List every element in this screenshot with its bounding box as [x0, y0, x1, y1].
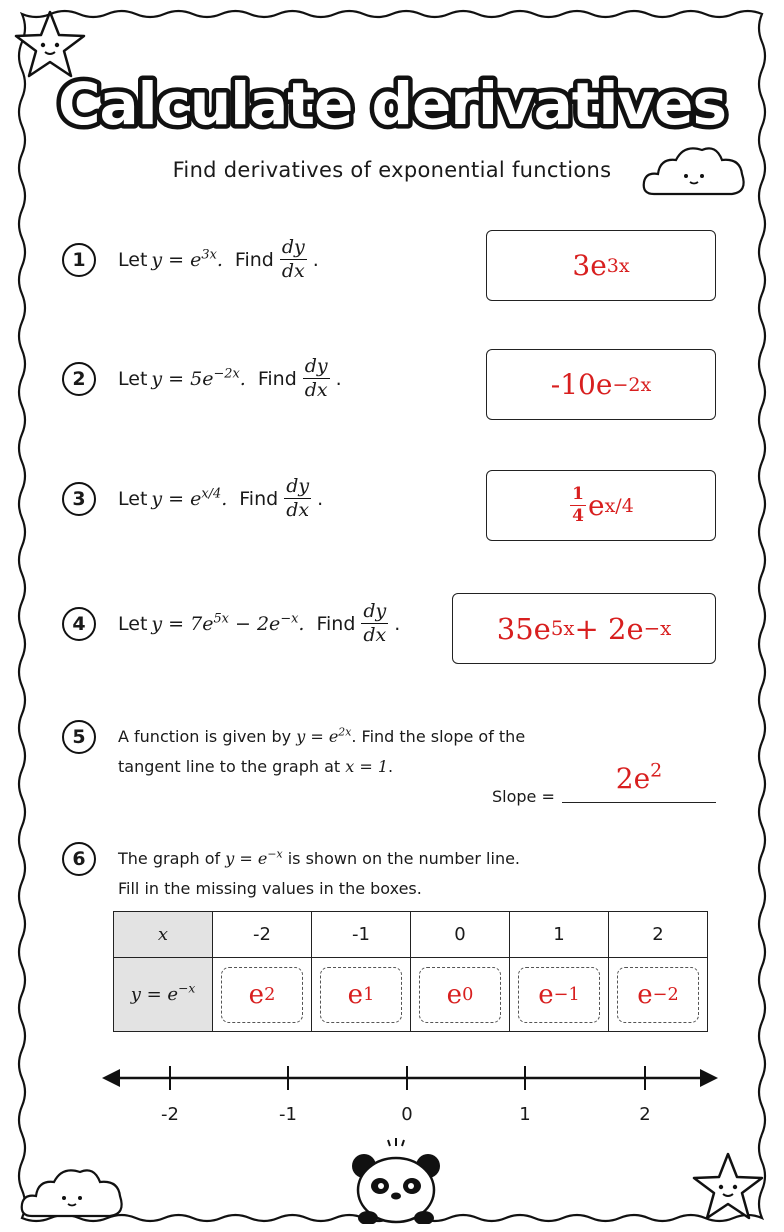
slope-answer [562, 759, 716, 795]
dydx-fraction [284, 477, 311, 521]
table-cell: 1 [510, 912, 609, 958]
answer-box[interactable]: 35e 5x + 2e −x [452, 593, 716, 664]
table-cell [312, 958, 411, 1032]
equation: x = 1 [345, 757, 389, 776]
text: . Find the slope of the [351, 727, 526, 746]
cloud-icon [18, 1160, 126, 1222]
text: tangent line to the graph at [118, 757, 341, 776]
question-number: 1 [62, 243, 96, 277]
answer-base: 35e [496, 611, 551, 646]
exponent: −2x [213, 366, 240, 382]
frac-num: dy [304, 355, 328, 378]
page-title [0, 58, 784, 148]
equation: y = 7e [151, 613, 214, 635]
equation-part: − 2e [228, 613, 281, 635]
question-prompt: Let $y = e^{x/4}$. Find $\frac{dy}{dx}$ . [118, 475, 324, 521]
find-word: Find [239, 488, 279, 510]
slope-label: Slope = [492, 787, 555, 806]
frac-den: dx [286, 499, 310, 521]
answer-exponent: 2 [650, 759, 663, 782]
exponent: −x [267, 847, 283, 861]
frac-den: 4 [572, 505, 584, 526]
question-number: 5 [62, 720, 96, 754]
prompt-lead: Let [118, 488, 148, 510]
find-word: Find [316, 613, 356, 635]
frac-den: dx [304, 379, 328, 401]
values-table [113, 911, 708, 1032]
equation: y = 5e [151, 368, 214, 390]
answer-box[interactable]: $\frac{1}{4}$ e x/4 [486, 470, 716, 541]
answer-base: e [347, 979, 364, 1010]
exponent: −x [178, 981, 196, 996]
question-prompt: Let $y = 5e^{-2x}$. Find $\frac{dy}{dx}$ . [118, 355, 342, 401]
table-cell: -1 [312, 912, 411, 958]
table-cell: 0 [411, 912, 510, 958]
exponent: 2x [338, 725, 352, 739]
answer-box[interactable]: e 2 [221, 967, 303, 1023]
tick-label: -1 [279, 1104, 297, 1125]
equation: y = e [296, 727, 339, 746]
answer-base: e [446, 979, 463, 1010]
answer-box[interactable]: e 0 [419, 967, 501, 1023]
question-prompt [118, 844, 638, 904]
exponent: −x [280, 611, 299, 627]
equation: y = e [151, 488, 202, 510]
question-number: 3 [62, 482, 96, 516]
table-cell [213, 958, 312, 1032]
answer-base: 2e [615, 762, 651, 795]
answer-box[interactable]: e 1 [320, 967, 402, 1023]
table-cell [609, 958, 708, 1032]
table-header-x: x [114, 912, 213, 958]
answer-part: + 2e [574, 611, 644, 646]
question-number: 6 [62, 842, 96, 876]
subtitle: Find derivatives of exponential functions [172, 158, 612, 182]
tick-label: 0 [401, 1104, 413, 1125]
svg-text:Calculate derivatives: Calculate derivatives [57, 70, 727, 138]
text: Fill in the missing values in the boxes. [118, 879, 422, 898]
table-cell: 2 [609, 912, 708, 958]
table-cell [411, 958, 510, 1032]
dydx-fraction [361, 602, 388, 646]
answer-box[interactable]: e −2 [617, 967, 699, 1023]
question-prompt: Let $y = 7e^{5x} - 2e^{-x}$. Find $\frac{dy}{dx}$ . [118, 600, 401, 646]
number-line [100, 1062, 720, 1098]
prompt-lead: Let [118, 613, 148, 635]
answer-box[interactable]: 3e 3x [486, 230, 716, 301]
question-number: 2 [62, 362, 96, 396]
panda-icon [346, 1138, 446, 1224]
answer-box[interactable]: e −1 [518, 967, 600, 1023]
frac-num: 1 [572, 483, 584, 504]
exponent: 5x [213, 611, 229, 627]
answer-base: -10e [550, 368, 613, 401]
question-prompt: Let $y = e^{3x}$. Find $\frac{dy}{dx}$ . [118, 236, 319, 282]
table-cell [510, 958, 609, 1032]
table-header-y [114, 958, 213, 1032]
answer-base: e [637, 979, 653, 1010]
dydx-fraction [303, 357, 330, 401]
frac-num: dy [286, 475, 310, 498]
tick-label: 1 [519, 1104, 531, 1125]
arrow-left-icon [102, 1069, 120, 1087]
find-word: Find [257, 368, 297, 390]
find-word: Find [234, 249, 274, 271]
tick-label: 2 [639, 1104, 651, 1125]
prompt-lead: Let [118, 249, 148, 271]
equation: y = e [225, 849, 268, 868]
frac-num: dy [363, 600, 387, 623]
exponent: x/4 [201, 486, 222, 502]
dydx-fraction [280, 238, 307, 282]
answer-base: 3e [572, 249, 607, 282]
equation: y = e [151, 249, 202, 271]
text: is shown on the number line. [287, 849, 521, 868]
answer-fraction [570, 483, 586, 526]
text: The graph of [118, 849, 221, 868]
exponent: 3x [201, 247, 217, 263]
slope-answer-line[interactable] [562, 802, 716, 803]
equation: y = e [130, 984, 179, 1005]
prompt-lead: Let [118, 368, 148, 390]
answer-base: e [588, 489, 605, 522]
answer-base: e [538, 979, 554, 1010]
table-cell: -2 [213, 912, 312, 958]
answer-base: e [248, 979, 265, 1010]
question-number: 4 [62, 607, 96, 641]
answer-box[interactable]: -10e −2x [486, 349, 716, 420]
frac-num: dy [281, 236, 305, 259]
star-icon [690, 1150, 766, 1222]
frac-den: dx [363, 624, 387, 646]
question-prompt: A function is given by $y = e^{2x}$. Find the slope of the tangent line to the graph at x = 1. [118, 725, 526, 776]
text: A function is given by [118, 727, 292, 746]
tick-label: -2 [161, 1104, 179, 1125]
arrow-right-icon [700, 1069, 718, 1087]
frac-den: dx [281, 260, 305, 282]
